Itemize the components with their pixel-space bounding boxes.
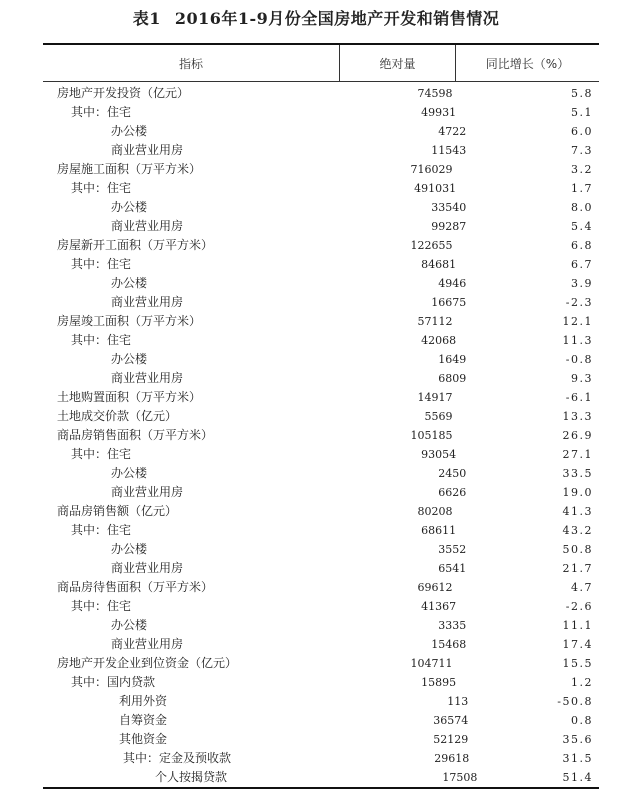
table-row (43, 312, 599, 331)
row-value: 14917 (417, 391, 453, 404)
table-row (43, 521, 599, 540)
row-value: 29618 (434, 752, 470, 765)
row-label: 其中：住宅 (71, 105, 132, 119)
row-growth: 3.2 (571, 163, 593, 176)
table-row (43, 578, 599, 597)
row-label: 商业营业用房 (111, 485, 184, 499)
row-label: 房地产开发企业到位资金（亿元） (57, 656, 238, 670)
row-label: 房屋新开工面积（万平方米） (57, 238, 214, 252)
row-growth: 41.3 (562, 505, 593, 518)
header-indicator: 指标 (178, 56, 203, 71)
row-growth: -6.1 (565, 391, 593, 404)
row-label: 房地产开发投资（亿元） (57, 86, 190, 100)
row-label: 利用外资 (119, 694, 168, 708)
data-table (43, 43, 599, 789)
row-label: 土地成交价款（亿元） (57, 409, 178, 423)
row-value: 15468 (431, 638, 467, 651)
row-label: 商业营业用房 (111, 637, 184, 651)
table-row (43, 711, 599, 730)
row-value: 716029 (410, 163, 453, 176)
table-row (43, 540, 599, 559)
row-value: 113 (447, 695, 469, 708)
row-value: 104711 (410, 657, 453, 670)
row-value: 6541 (438, 562, 467, 575)
table-row (43, 559, 599, 578)
row-growth: 11.1 (562, 619, 593, 632)
row-value: 6626 (438, 486, 467, 499)
row-value: 5569 (424, 410, 453, 423)
row-value: 74598 (417, 87, 453, 100)
row-label: 商品房销售面积（万平方米） (57, 428, 214, 442)
row-growth: 31.5 (562, 752, 593, 765)
row-value: 122655 (410, 239, 453, 252)
row-label: 房屋竣工面积（万平方米） (57, 314, 202, 328)
row-growth: 43.2 (562, 524, 593, 537)
row-growth: 51.4 (562, 771, 594, 784)
table-row (43, 103, 599, 122)
row-label: 其他资金 (119, 732, 168, 746)
table-row (43, 673, 599, 692)
row-growth: -2.6 (565, 600, 593, 613)
header-absolute: 绝对量 (339, 45, 455, 81)
row-value: 491031 (414, 182, 457, 195)
row-value: 2450 (438, 467, 467, 480)
row-label: 商业营业用房 (111, 143, 184, 157)
row-value: 99287 (431, 220, 467, 233)
row-label: 办公楼 (111, 124, 148, 138)
row-value: 41367 (421, 600, 457, 613)
row-growth: 50.8 (562, 543, 593, 556)
table-row (43, 426, 599, 445)
table-row (43, 331, 599, 350)
row-label: 土地购置面积（万平方米） (57, 390, 202, 404)
row-label: 办公楼 (111, 542, 148, 556)
row-value: 80208 (417, 505, 453, 518)
row-value: 3552 (438, 543, 467, 556)
row-label: 办公楼 (111, 618, 148, 632)
table-row (43, 198, 599, 217)
row-growth: 5.8 (571, 87, 593, 100)
row-label: 商业营业用房 (111, 561, 184, 575)
row-growth: 13.3 (562, 410, 593, 423)
row-label: 商品房销售额（亿元） (57, 504, 178, 518)
row-growth: 9.3 (571, 372, 593, 385)
table-row (43, 635, 599, 654)
table-row (43, 293, 599, 312)
row-growth: 5.1 (571, 106, 593, 119)
row-value: 36574 (433, 714, 469, 727)
row-growth: 7.3 (571, 144, 593, 157)
row-label: 办公楼 (111, 466, 148, 480)
row-value: 68611 (421, 524, 457, 537)
table-row (43, 274, 599, 293)
table-row (43, 692, 599, 711)
row-label: 办公楼 (111, 276, 148, 290)
row-value: 15895 (421, 676, 457, 689)
row-growth: 1.2 (571, 676, 593, 689)
row-growth: 33.5 (562, 467, 593, 480)
row-label: 其中：住宅 (71, 257, 132, 271)
row-value: 33540 (431, 201, 467, 214)
row-value: 16675 (431, 296, 467, 309)
row-label: 其中：住宅 (71, 333, 132, 347)
row-growth: 6.8 (571, 239, 593, 252)
table-row (43, 160, 599, 179)
table-row (43, 255, 599, 274)
row-growth: 12.1 (562, 315, 593, 328)
page-title (0, 6, 632, 29)
row-value: 52129 (433, 733, 469, 746)
table-row (43, 597, 599, 616)
row-growth: 6.0 (571, 125, 593, 138)
row-growth: 15.5 (562, 657, 593, 670)
row-value: 69612 (417, 581, 453, 594)
row-label: 商品房待售面积（万平方米） (57, 580, 214, 594)
row-growth: 3.9 (571, 277, 593, 290)
table-row (43, 407, 599, 426)
row-value: 11543 (431, 144, 467, 157)
row-growth: 6.7 (571, 258, 593, 271)
row-label: 其中：住宅 (71, 523, 132, 537)
row-label: 办公楼 (111, 352, 148, 366)
row-label: 办公楼 (111, 200, 148, 214)
row-growth: -0.8 (565, 353, 593, 366)
table-row (43, 654, 599, 673)
row-value: 1649 (438, 353, 467, 366)
row-label: 其中：住宅 (71, 599, 132, 613)
row-label: 其中：住宅 (71, 181, 132, 195)
row-growth: -2.3 (565, 296, 593, 309)
row-value: 93054 (421, 448, 457, 461)
row-value: 105185 (410, 429, 453, 442)
row-label: 其中：定金及预收款 (123, 751, 232, 765)
row-value: 6809 (438, 372, 467, 385)
row-label: 商业营业用房 (111, 219, 184, 233)
table-row (43, 749, 599, 768)
row-value: 4722 (438, 125, 467, 138)
row-growth: 8.0 (571, 201, 593, 214)
row-value: 17508 (442, 771, 478, 784)
row-growth: -50.8 (557, 695, 593, 708)
row-value: 57112 (417, 315, 453, 328)
table-row (43, 350, 599, 369)
row-growth: 17.4 (562, 638, 593, 651)
row-label: 商业营业用房 (111, 371, 184, 385)
row-growth: 1.7 (571, 182, 593, 195)
row-growth: 27.1 (562, 448, 593, 461)
row-growth: 4.7 (571, 581, 593, 594)
row-value: 4946 (438, 277, 467, 290)
table-row (43, 483, 599, 502)
table-row (43, 388, 599, 407)
row-label: 商业营业用房 (111, 295, 184, 309)
table-row (43, 369, 599, 388)
row-value: 42068 (421, 334, 457, 347)
row-label: 其中：住宅 (71, 447, 132, 461)
table-row (43, 141, 599, 160)
row-label: 其中：国内贷款 (71, 675, 156, 689)
table-row (43, 179, 599, 198)
row-value: 84681 (421, 258, 457, 271)
table-row (43, 445, 599, 464)
row-growth: 21.7 (562, 562, 593, 575)
row-value: 49931 (421, 106, 457, 119)
row-value: 3335 (438, 619, 467, 632)
row-growth: 35.6 (562, 733, 593, 746)
table-title: 2016年1-9月份全国房地产开发和销售情况 (174, 9, 500, 28)
table-row (43, 502, 599, 521)
table-number: 表1 (132, 9, 161, 28)
table-row (43, 122, 599, 141)
table-row (43, 236, 599, 255)
table-row (43, 464, 599, 483)
table-row (43, 730, 599, 749)
row-label: 房屋施工面积（万平方米） (57, 162, 202, 176)
row-growth: 5.4 (571, 220, 593, 233)
table-body (43, 82, 599, 787)
header-growth: 同比增长（%） (455, 45, 599, 81)
row-label: 自筹资金 (119, 713, 168, 727)
row-growth: 0.8 (570, 714, 593, 727)
row-label: 个人按揭贷款 (155, 770, 228, 784)
row-growth: 19.0 (562, 486, 593, 499)
table-row (43, 768, 599, 787)
table-row (43, 84, 599, 103)
table-row (43, 616, 599, 635)
row-growth: 26.9 (562, 429, 593, 442)
table-row (43, 217, 599, 236)
table-header (43, 45, 599, 82)
row-growth: 11.3 (562, 334, 593, 347)
